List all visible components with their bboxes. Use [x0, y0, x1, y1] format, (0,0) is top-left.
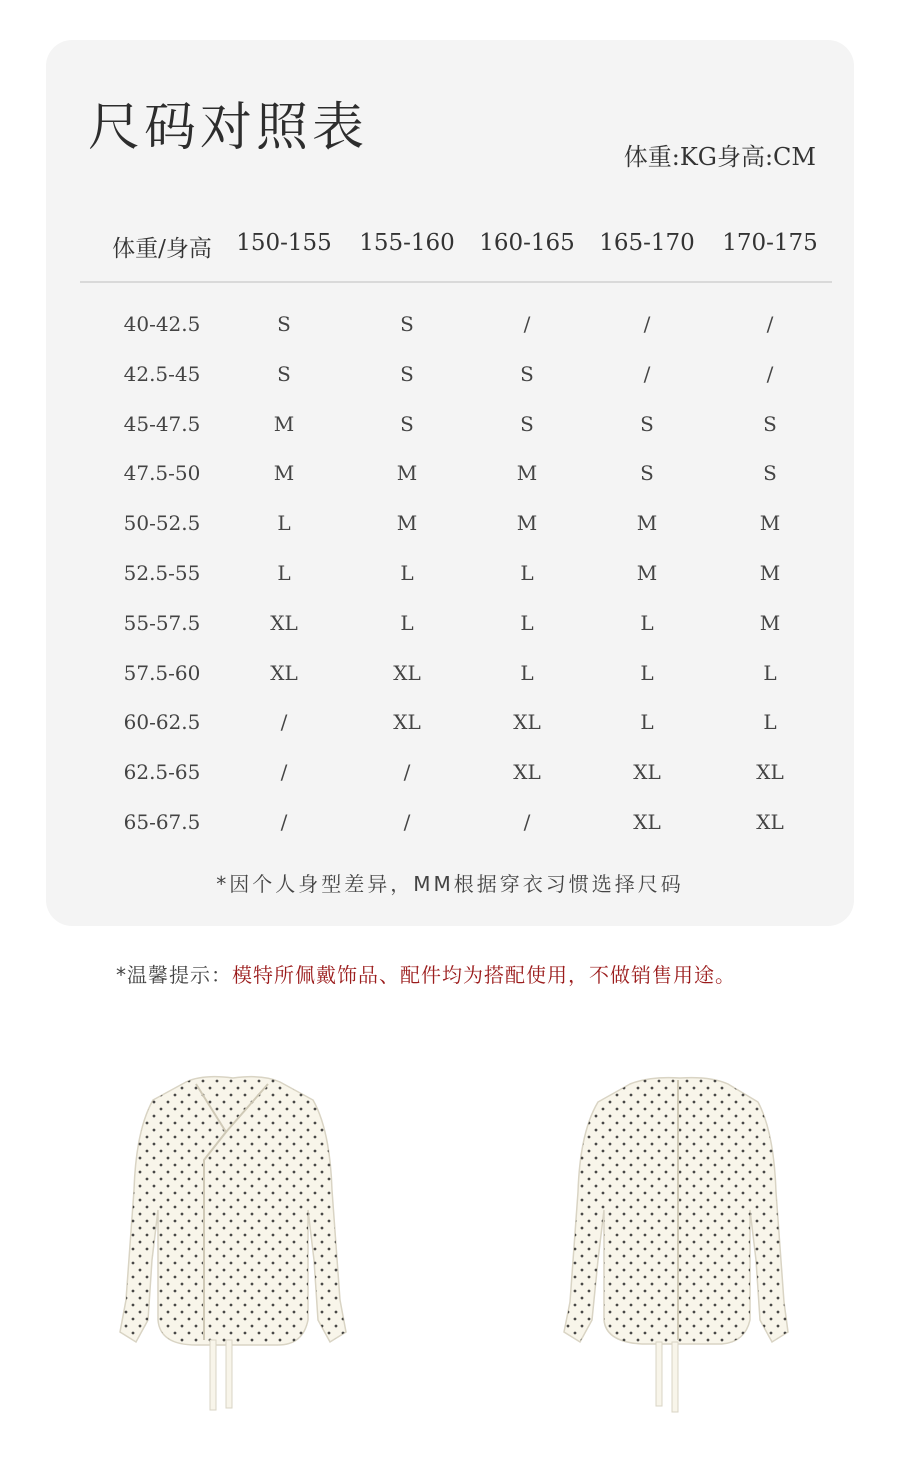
size-cell: XL	[633, 810, 661, 834]
weight-range-cell: 52.5-55	[123, 561, 201, 585]
column-header-height: 170-175	[722, 230, 818, 256]
size-cell: M	[636, 561, 658, 585]
page-title: 尺码对照表	[88, 98, 369, 158]
size-cell: L	[640, 710, 654, 735]
size-cell: /	[403, 810, 411, 834]
table-row	[46, 810, 854, 860]
table-row	[46, 661, 854, 711]
size-cell: XL	[270, 660, 298, 685]
size-cell: M	[396, 461, 418, 486]
size-cell: /	[643, 361, 651, 386]
table-row	[46, 461, 854, 511]
size-cell: S	[400, 312, 414, 336]
table-row	[46, 412, 854, 462]
size-cell: S	[277, 361, 291, 386]
size-cell: S	[640, 411, 654, 436]
size-cell: M	[636, 511, 658, 536]
column-header-height: 165-170	[599, 230, 695, 256]
column-header-height: 155-160	[359, 230, 455, 256]
size-cell: S	[400, 411, 414, 436]
size-cell: XL	[756, 760, 784, 785]
size-cell: L	[400, 610, 414, 635]
weight-range-cell: 40-42.5	[123, 312, 201, 336]
size-cell: M	[516, 511, 538, 536]
size-cell: L	[277, 561, 291, 585]
size-cell: /	[280, 810, 288, 834]
size-cell: S	[400, 361, 414, 386]
size-cell: L	[520, 610, 534, 635]
size-cell: S	[520, 411, 534, 436]
size-cell: /	[280, 710, 288, 735]
size-cell: L	[763, 660, 777, 685]
table-row	[46, 611, 854, 661]
weight-range-cell: 55-57.5	[123, 610, 201, 635]
table-header	[80, 230, 830, 270]
fit-note: *因个人身型差异，MM根据穿衣习惯选择尺码	[216, 872, 684, 896]
size-cell: M	[396, 511, 418, 536]
size-cell: L	[640, 610, 654, 635]
weight-range-cell: 57.5-60	[123, 660, 201, 685]
size-cell: S	[763, 461, 777, 486]
table-row	[46, 312, 854, 362]
size-cell: L	[763, 710, 777, 735]
size-cell: XL	[393, 710, 421, 735]
size-cell: L	[400, 561, 414, 585]
size-cell: /	[766, 312, 774, 336]
table-row	[46, 710, 854, 760]
size-cell: XL	[513, 710, 541, 735]
column-header-height: 150-155	[236, 230, 332, 256]
size-cell: M	[516, 461, 538, 486]
size-cell: S	[640, 461, 654, 486]
weight-range-cell: 62.5-65	[123, 760, 201, 785]
warm-tip	[116, 959, 736, 988]
blouse-back-image	[550, 1070, 800, 1415]
size-cell: S	[277, 312, 291, 336]
size-cell: M	[759, 561, 781, 585]
size-cell: XL	[270, 610, 298, 635]
size-chart-card	[46, 40, 854, 926]
size-cell: L	[520, 561, 534, 585]
weight-range-cell: 65-67.5	[123, 810, 201, 834]
tip-lead: *温馨提示：	[116, 963, 232, 987]
weight-range-cell: 47.5-50	[123, 461, 201, 486]
weight-range-cell: 60-62.5	[123, 710, 201, 735]
table-row	[46, 511, 854, 561]
size-cell: /	[403, 760, 411, 785]
size-cell: /	[523, 810, 531, 834]
weight-range-cell: 45-47.5	[123, 411, 201, 436]
size-cell: XL	[633, 760, 661, 785]
size-cell: XL	[513, 760, 541, 785]
size-cell: L	[640, 660, 654, 685]
table-row	[46, 362, 854, 412]
size-cell: L	[277, 511, 291, 536]
size-cell: /	[766, 361, 774, 386]
table-row	[46, 561, 854, 611]
weight-range-cell: 50-52.5	[123, 511, 201, 536]
size-cell: L	[520, 660, 534, 685]
column-header-height: 160-165	[479, 230, 575, 256]
size-cell: M	[273, 411, 295, 436]
size-cell: XL	[756, 810, 784, 834]
table-row	[46, 760, 854, 810]
unit-label: 体重:KG身高:CM	[623, 143, 816, 171]
blouse-front-image	[108, 1070, 358, 1415]
size-cell: /	[523, 312, 531, 336]
column-header-weight-height: 体重/身高	[112, 236, 212, 262]
size-cell: S	[763, 411, 777, 436]
size-cell: XL	[393, 660, 421, 685]
size-cell: S	[520, 361, 534, 386]
size-cell: /	[643, 312, 651, 336]
size-cell: M	[273, 461, 295, 486]
weight-range-cell: 42.5-45	[123, 361, 201, 386]
size-cell: M	[759, 511, 781, 536]
size-cell: /	[280, 760, 288, 785]
size-cell: M	[759, 610, 781, 635]
tip-body: 模特所佩戴饰品、配件均为搭配使用，不做销售用途。	[232, 963, 736, 987]
header-divider	[80, 281, 832, 283]
